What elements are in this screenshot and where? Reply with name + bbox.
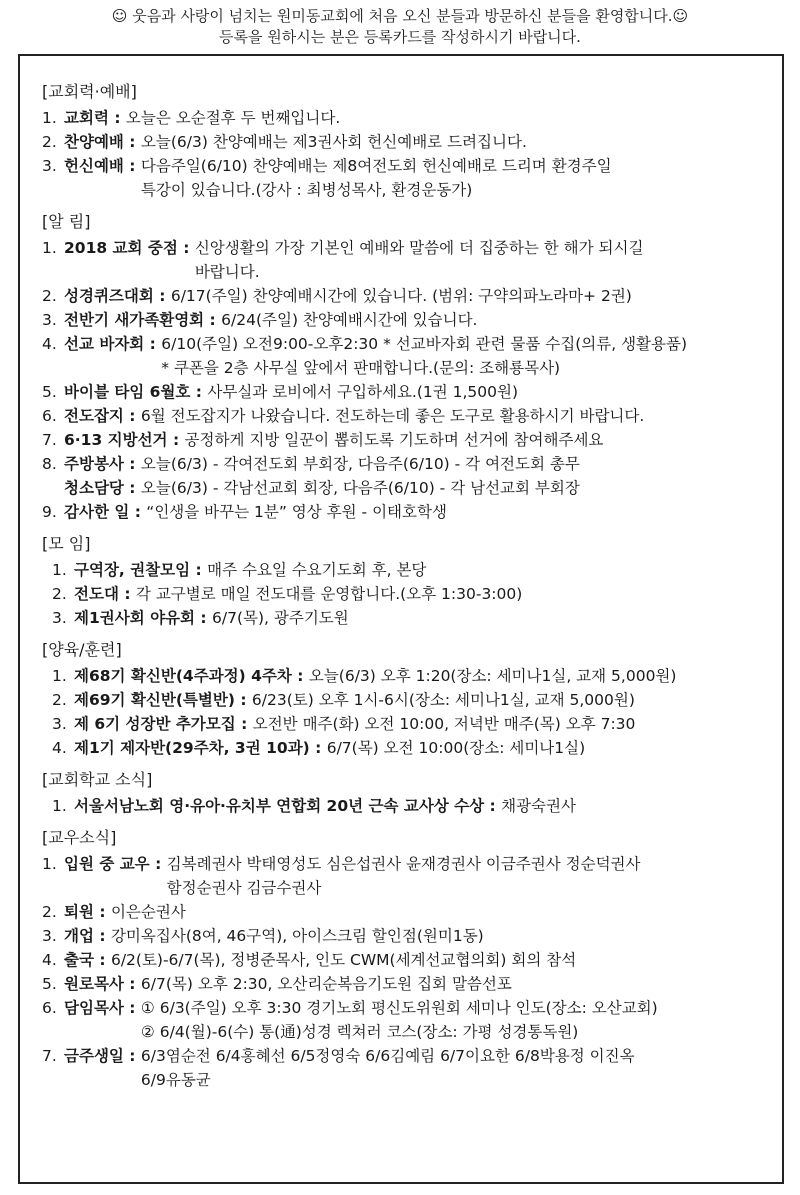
item-body: [212, 606, 764, 630]
item-line: 공정하게 지방 일꾼이 뽑히도록 기도하며 선거에 참여해주세요: [184, 431, 604, 449]
item-number: 3.: [42, 311, 57, 329]
item-body: [171, 284, 764, 308]
item-number: 7.: [42, 1047, 57, 1065]
list-item: [42, 500, 764, 524]
item-heading: 선교 바자회: [64, 335, 145, 353]
item-heading: 주방봉사: [64, 455, 124, 473]
item-body: [327, 736, 764, 760]
welcome-line-2: 등록을 원하시는 분은 등록카드를 작성하시기 바랍니다.: [219, 28, 581, 46]
item-heading: 원로목사: [64, 975, 124, 993]
item-body: [167, 852, 764, 900]
item-line: 6월 전도잡지가 나왔습니다. 전도하는데 좋은 도구로 활용하시기 바랍니다.: [140, 407, 645, 425]
item-number: 8.: [42, 455, 57, 473]
item-line: 오늘(6/3) - 각남선교회 회장, 다음주(6/10) - 각 남선교회 부회장: [140, 479, 580, 497]
item-colon: :: [123, 455, 141, 473]
item-colon: :: [195, 609, 212, 627]
item-line: 함정순권사 김금수권사: [166, 879, 322, 897]
list-item: [42, 236, 764, 284]
section-title: [교회력·예배]: [42, 82, 137, 101]
item-body: [252, 688, 764, 712]
item-line: 6/7(목) 오전 10:00(장소: 세미나1실): [326, 739, 586, 757]
item-body: [111, 900, 764, 924]
item-colon: :: [123, 407, 141, 425]
item-line: 특강이 있습니다.(강사 : 최병성목사, 환경운동가): [140, 181, 473, 199]
list-item: [42, 736, 764, 760]
item-number: 6.: [42, 999, 57, 1017]
item-colon: :: [93, 903, 111, 921]
item-body: [141, 1044, 764, 1092]
list-item: [42, 712, 764, 736]
item-body: [195, 236, 764, 284]
section-title: [교회학교 소식]: [42, 770, 153, 789]
item-heading: 구역장, 권찰모임: [74, 561, 191, 579]
list-item: [42, 428, 764, 452]
item-heading: 청소담당: [64, 479, 124, 497]
item-heading: 금주생일: [64, 1047, 124, 1065]
item-colon: :: [190, 383, 208, 401]
item-heading: 전도대: [74, 585, 119, 603]
list-item: [42, 664, 764, 688]
item-colon: :: [309, 739, 327, 757]
list-item: [42, 308, 764, 332]
item-line: 오늘(6/3) 찬양예배는 제3권사회 헌신예배로 드려집니다.: [140, 133, 527, 151]
item-line: 사무실과 로비에서 구입하세요.(1권 1,500원): [207, 383, 519, 401]
item-number: 2.: [42, 287, 57, 305]
item-heading: 제1권사회 야유회: [74, 609, 195, 627]
list-item: [42, 948, 764, 972]
item-body: [207, 380, 764, 404]
item-line: 오늘은 오순절후 두 번째입니다.: [125, 109, 341, 127]
item-number: 3.: [42, 157, 57, 175]
list-item: [42, 996, 764, 1044]
list-item: [42, 404, 764, 428]
item-body: [161, 332, 764, 380]
list-item: [42, 154, 764, 202]
section: [42, 532, 764, 630]
list-item: [42, 380, 764, 404]
item-number: 2.: [42, 903, 57, 921]
item-colon: :: [123, 1047, 141, 1065]
item-heading: 전도잡지: [64, 407, 124, 425]
item-number: 2.: [52, 691, 67, 709]
item-heading: 바이블 타임 6월호: [64, 383, 191, 401]
item-line: “인생을 바꾸는 1분” 영상 후원 - 이태호학생: [146, 503, 447, 521]
item-heading: 담임목사: [64, 999, 124, 1017]
item-number: [42, 476, 64, 500]
item-line: 오늘(6/3) 오후 1:20(장소: 세미나1실, 교재 5,000원): [308, 667, 677, 685]
item-heading: 찬양예배: [64, 133, 124, 151]
item-heading: 헌신예배: [64, 157, 124, 175]
item-body: [111, 924, 764, 948]
item-heading: 제68기 확신반(4주과정) 4주차: [74, 667, 292, 685]
item-line: 이은순권사: [110, 903, 186, 921]
item-number: 1.: [52, 797, 67, 815]
item-body: [141, 476, 764, 500]
item-number: 5.: [42, 383, 57, 401]
item-body: [141, 404, 764, 428]
section: [42, 826, 764, 1092]
list-item: [42, 284, 764, 308]
item-body: [141, 452, 764, 476]
section: [42, 768, 764, 818]
item-body: [111, 948, 764, 972]
item-body: [146, 500, 764, 524]
item-heading: 성경퀴즈대회: [64, 287, 154, 305]
item-colon: :: [190, 561, 208, 579]
item-colon: :: [177, 239, 195, 257]
item-body: [141, 972, 764, 996]
list-item: [42, 476, 764, 500]
item-heading: 퇴원: [64, 903, 94, 921]
section: [42, 210, 764, 524]
list-item: [42, 794, 764, 818]
section-title: [알 림]: [42, 212, 91, 231]
item-line: 6/24(주일) 찬양예배시간에 있습니다.: [221, 311, 478, 329]
item-number: 5.: [42, 975, 57, 993]
item-line: ② 6/4(월)-6(수) 통(通)성경 렉쳐러 코스(장소: 가평 성경통독원): [140, 1023, 579, 1041]
item-body: [141, 154, 764, 202]
item-body: [185, 428, 764, 452]
list-item: [42, 332, 764, 380]
item-heading: 제69기 확신반(특별반): [74, 691, 235, 709]
item-line: ① 6/3(주일) 오후 3:30 경기노회 평신도위원회 세미나 인도(장소: 오산교회): [140, 999, 658, 1017]
item-line: 6/7(목) 오후 2:30, 오산리순복음기도원 집회 말씀선포: [140, 975, 512, 993]
item-colon: :: [123, 975, 141, 993]
item-number: 3.: [52, 609, 67, 627]
welcome-line-1: ☺ 웃음과 사랑이 넘치는 원미동교회에 처음 오신 분들과 방문하신 분들을 환영합니다.☺: [111, 7, 689, 25]
item-body: [136, 582, 764, 606]
item-colon: :: [123, 479, 141, 497]
item-line: 오전반 매주(화) 오전 10:00, 저녁반 매주(목) 오후 7:30: [252, 715, 636, 733]
item-colon: :: [123, 157, 141, 175]
item-colon: :: [108, 109, 126, 127]
item-number: 4.: [42, 335, 57, 353]
item-body: [253, 712, 764, 736]
item-number: 3.: [52, 715, 67, 733]
list-item: [42, 924, 764, 948]
item-colon: :: [167, 431, 185, 449]
item-heading: 입원 중 교우: [64, 855, 150, 873]
item-colon: :: [123, 133, 141, 151]
item-heading: 6·13 지방선거: [64, 431, 168, 449]
item-colon: :: [234, 691, 252, 709]
list-item: [42, 1044, 764, 1092]
list-item: [42, 606, 764, 630]
item-line: 6/3염순전 6/4홍혜선 6/5정영숙 6/6김예림 6/7이요한 6/8박용정 이진옥: [140, 1047, 635, 1065]
item-body: [221, 308, 764, 332]
item-number: 1.: [52, 561, 67, 579]
item-line: 매주 수요일 수요기도회 후, 본당: [207, 561, 427, 579]
item-body: [141, 996, 764, 1044]
item-colon: :: [484, 797, 502, 815]
item-number: 3.: [42, 927, 57, 945]
item-colon: :: [93, 951, 111, 969]
item-line: 6/17(주일) 찬양예배시간에 있습니다. (범위: 구약의파노라마+ 2권): [170, 287, 632, 305]
item-body: [207, 558, 764, 582]
item-heading: 서울서남노회 영·유아·유치부 연합회 20년 근속 교사상 수상: [74, 797, 485, 815]
list-item: [42, 688, 764, 712]
announcement-box: [18, 54, 784, 1184]
item-body: [309, 664, 764, 688]
list-item: [42, 972, 764, 996]
item-body: [126, 106, 764, 130]
item-number: 4.: [42, 951, 57, 969]
item-colon: :: [93, 927, 111, 945]
list-item: [42, 558, 764, 582]
list-item: [42, 452, 764, 476]
section: [42, 80, 764, 202]
section-title: [모 임]: [42, 534, 91, 553]
list-item: [42, 900, 764, 924]
item-number: 7.: [42, 431, 57, 449]
item-line: 각 교구별로 매일 전도대를 운영합니다.(오후 1:30-3:00): [135, 585, 523, 603]
item-colon: :: [235, 715, 253, 733]
list-item: [42, 130, 764, 154]
item-number: 1.: [42, 239, 57, 257]
item-colon: :: [153, 287, 171, 305]
item-heading: 전반기 새가족환영회: [64, 311, 205, 329]
item-colon: :: [204, 311, 222, 329]
item-line: 6/7(목), 광주기도원: [212, 609, 349, 627]
item-heading: 교회력: [64, 109, 109, 127]
item-line: 오늘(6/3) - 각여전도회 부회장, 다음주(6/10) - 각 여전도회 총무: [140, 455, 580, 473]
item-line: 6/23(토) 오후 1시-6시(장소: 세미나1실, 교재 5,000원): [251, 691, 635, 709]
item-line: * 쿠폰을 2층 사무실 앞에서 판매합니다.(문의: 조해룡목사): [161, 359, 561, 377]
item-number: 1.: [42, 855, 57, 873]
item-line: 바랍니다.: [194, 263, 260, 281]
item-heading: 제 6기 성장반 추가모집: [74, 715, 236, 733]
item-line: 6/2(토)-6/7(목), 정병준목사, 인도 CWM(세계선교협의회) 회의 참석: [110, 951, 577, 969]
item-colon: :: [144, 335, 162, 353]
item-colon: :: [118, 585, 136, 603]
item-line: 김복례권사 박태영성도 심은섭권사 윤재경권사 이금주권사 정순덕권사: [166, 855, 641, 873]
item-heading: 개업: [64, 927, 94, 945]
list-item: [42, 582, 764, 606]
item-heading: 제1기 제자반(29주차, 3권 10과): [74, 739, 310, 757]
item-heading: 감사한 일: [64, 503, 130, 521]
item-colon: :: [291, 667, 309, 685]
item-heading: 출국: [64, 951, 94, 969]
item-colon: :: [129, 503, 147, 521]
item-number: 2.: [52, 585, 67, 603]
welcome-notice: [0, 0, 800, 48]
item-body: [501, 794, 764, 818]
item-number: 4.: [52, 739, 67, 757]
item-number: 2.: [42, 133, 57, 151]
item-colon: :: [149, 855, 167, 873]
item-line: 6/9유동균: [140, 1071, 211, 1089]
section-title: [교우소식]: [42, 828, 117, 847]
item-number: 9.: [42, 503, 57, 521]
item-line: 6/10(주일) 오전9:00-오후2:30 * 선교바자회 관련 물품 수집(의류, 생활용품): [161, 335, 688, 353]
item-heading: 2018 교회 중점: [64, 239, 178, 257]
item-line: 다음주일(6/10) 찬양예배는 제8여전도회 헌신예배로 드리며 환경주일: [140, 157, 612, 175]
section-title: [양육/훈련]: [42, 640, 122, 659]
item-body: [141, 130, 764, 154]
item-line: 신앙생활의 가장 기본인 예배와 말씀에 더 집중하는 한 해가 되시길: [194, 239, 644, 257]
item-colon: :: [123, 999, 141, 1017]
item-line: 채광숙권사: [501, 797, 576, 815]
item-line: 강미옥집사(8여, 46구역), 아이스크림 할인점(원미1동): [110, 927, 484, 945]
section: [42, 638, 764, 760]
item-number: 1.: [42, 109, 57, 127]
item-number: 6.: [42, 407, 57, 425]
list-item: [42, 106, 764, 130]
sections-container: [42, 80, 764, 1092]
item-number: 1.: [52, 667, 67, 685]
list-item: [42, 852, 764, 900]
